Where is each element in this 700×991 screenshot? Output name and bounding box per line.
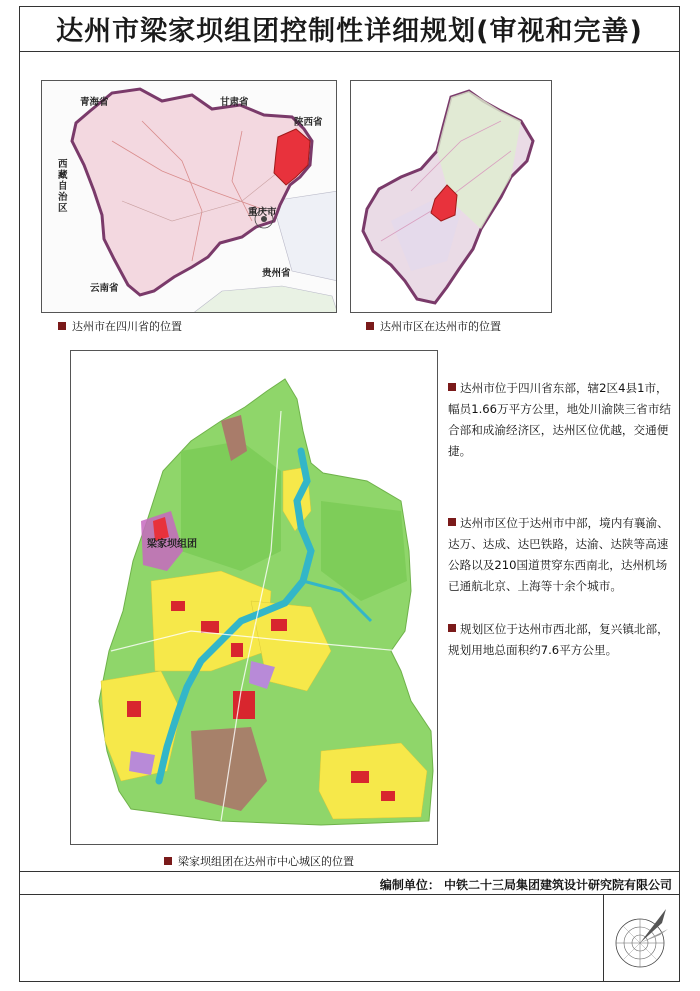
description-bullet: [448, 383, 456, 391]
label-gansu: 甘肃省: [220, 97, 249, 108]
compass-icon: [604, 895, 680, 981]
sichuan-map-caption: [58, 318, 182, 334]
label-qinghai: 青海省: [80, 97, 109, 108]
description-bullet: [448, 518, 456, 526]
city-map-caption-text: 梁家坝组团在达州市中心城区的位置: [178, 855, 354, 868]
description-2: 达州市区位于达州市中部，境内有襄渝、达万、达成、达巴铁路，达渝、达陕等高速公路以及210国道贯穿东西南北，达州机场已通航北京、上海等十余个城市。: [448, 516, 669, 593]
city-map-svg: [71, 351, 438, 845]
dazhou-map-caption: [366, 318, 501, 334]
dazhou-map: [350, 80, 552, 313]
label-chongqing: 重庆市: [248, 207, 277, 218]
label-shaanxi: 陕西省: [294, 117, 323, 128]
page-title: 达州市梁家坝组团控制性详细规划(审视和完善): [56, 16, 643, 47]
city-map-caption: [164, 853, 354, 869]
sichuan-map-svg: [42, 81, 337, 313]
dazhou-map-svg: [351, 81, 552, 313]
sichuan-map-caption-text: 达州市在四川省的位置: [72, 320, 182, 333]
description-bullet: [448, 624, 456, 632]
dazhou-map-caption-text: 达州市区在达州市的位置: [380, 320, 501, 333]
label-tibet: 西藏自治区: [58, 159, 68, 214]
editor-bar: [19, 871, 680, 895]
sichuan-map: [41, 80, 337, 313]
caption-bullet: [58, 322, 66, 330]
caption-bullet: [164, 857, 172, 865]
compass-cell: [603, 895, 680, 982]
caption-bullet: [366, 322, 374, 330]
label-guizhou: 贵州省: [262, 268, 291, 279]
city-map: [70, 350, 438, 845]
liangjiaba-label: 梁家坝组团: [147, 539, 197, 550]
editor-text: 编制单位： 中铁二十三局集团建筑设计研究院有限公司: [379, 878, 672, 892]
description-1: 达州市位于四川省东部，辖2区4县1市，幅员1.66万平方公里，地处川渝陕三省市结合部和成渝经济区，达州区位优越，交通便捷。: [448, 381, 671, 458]
title-bar: [19, 6, 680, 52]
description-3: 规划区位于达州市西北部，复兴镇北部，规划用地总面积约7.6平方公里。: [448, 622, 669, 657]
label-yunnan: 云南省: [90, 283, 119, 294]
